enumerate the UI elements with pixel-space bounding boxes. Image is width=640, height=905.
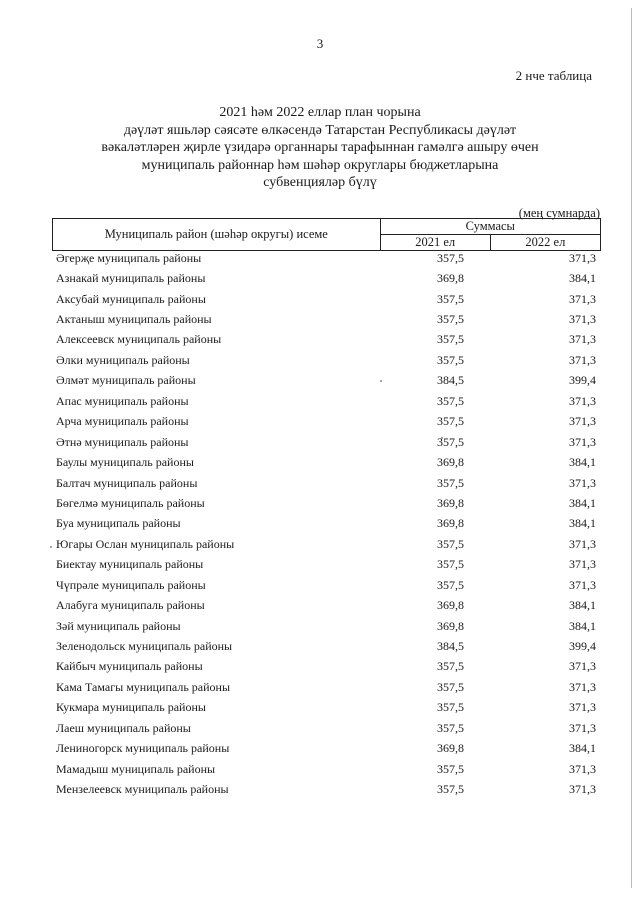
- district-name: Әтнә муниципаль районы: [56, 434, 189, 449]
- district-name: Кукмара муниципаль районы: [56, 700, 206, 715]
- value-2022: 384,1: [569, 618, 596, 633]
- table-row: [56, 779, 596, 799]
- district-name: Алексеевск муниципаль районы: [56, 332, 222, 347]
- value-2022: 371,3: [569, 720, 596, 735]
- value-2022: 384,1: [569, 516, 596, 531]
- table-row: [56, 493, 596, 513]
- table-row: [56, 350, 596, 370]
- value-2021: 357,5: [437, 475, 464, 490]
- district-name: Баулы муниципаль районы: [56, 455, 194, 470]
- column-header-2021: 2021 ел: [380, 235, 490, 251]
- district-name: Әлки муниципаль районы: [56, 352, 190, 367]
- value-2022: 371,3: [569, 332, 596, 347]
- value-2022: 371,3: [569, 557, 596, 572]
- value-2022: 371,3: [569, 393, 596, 408]
- table-header: [52, 218, 601, 251]
- scan-speck: [50, 546, 52, 548]
- value-2021: 357,5: [437, 577, 464, 592]
- value-2022: 371,3: [569, 352, 596, 367]
- district-name: Югары Ослан муниципаль районы: [56, 536, 235, 551]
- scan-edge-line: [631, 8, 632, 888]
- table-row: [56, 677, 596, 697]
- table-row: [56, 534, 596, 554]
- page-number: 3: [316, 36, 324, 51]
- table-row: [56, 452, 596, 472]
- table-row: [56, 391, 596, 411]
- value-2022: 371,3: [569, 700, 596, 715]
- value-2021: 369,8: [437, 271, 464, 286]
- district-name: Бөгелмә муниципаль районы: [56, 495, 205, 510]
- column-header-2022: 2022 ел: [490, 235, 600, 251]
- table-row: [56, 473, 596, 493]
- value-2022: 384,1: [569, 455, 596, 470]
- district-name: Аксубай муниципаль районы: [56, 291, 206, 306]
- value-2021: 384,5: [437, 639, 464, 654]
- title-line: муниципаль районнар һәм шәһәр округлары бюджетларына: [141, 157, 499, 173]
- district-name: Биектау муниципаль районы: [56, 557, 204, 572]
- value-2021: 357,5: [437, 332, 464, 347]
- value-2022: 371,3: [569, 782, 596, 797]
- units-note: (мең сумнарда): [518, 206, 600, 220]
- value-2022: 371,3: [569, 250, 596, 265]
- district-name: Алабуга муниципаль районы: [56, 598, 205, 613]
- value-2022: 384,1: [569, 741, 596, 756]
- value-2022: 371,3: [569, 679, 596, 694]
- district-name: Актаныш муниципаль районы: [56, 312, 212, 327]
- value-2022: 371,3: [569, 291, 596, 306]
- value-2022: 399,4: [569, 373, 596, 388]
- value-2022: 384,1: [569, 598, 596, 613]
- value-2021: 357,5: [437, 700, 464, 715]
- value-2022: 371,3: [569, 475, 596, 490]
- table-row: [56, 718, 596, 738]
- table-body: [56, 248, 596, 800]
- value-2021: 357,5: [437, 312, 464, 327]
- table-row: [56, 636, 596, 656]
- district-name: Арча муниципаль районы: [56, 414, 189, 429]
- district-name: Балтач муниципаль районы: [56, 475, 198, 490]
- document-title: [60, 104, 580, 192]
- value-2021: 369,8: [437, 598, 464, 613]
- value-2022: 371,3: [569, 312, 596, 327]
- value-2021: 369,8: [437, 495, 464, 510]
- value-2021: 357,5: [437, 679, 464, 694]
- title-line: 2021 һәм 2022 еллар план чорына: [219, 105, 421, 120]
- value-2021: 357,5: [437, 434, 464, 449]
- value-2021: 357,5: [437, 536, 464, 551]
- value-2022: 371,3: [569, 577, 596, 592]
- value-2021: 357,5: [437, 782, 464, 797]
- table-row: [56, 371, 596, 391]
- value-2021: 357,5: [437, 352, 464, 367]
- district-name: Зеленодольск муниципаль районы: [56, 639, 233, 654]
- value-2021: 357,5: [437, 291, 464, 306]
- value-2021: 369,8: [437, 618, 464, 633]
- value-2022: 371,3: [569, 659, 596, 674]
- value-2021: 357,5: [437, 414, 464, 429]
- value-2022: 371,3: [569, 434, 596, 449]
- title-line: вәкаләтләрен җирле үзидарә органнары тарафыннан гамәлгә ашыру өчен: [101, 140, 539, 155]
- value-2021: 357,5: [437, 720, 464, 735]
- table-row: [56, 698, 596, 718]
- table-row: [56, 432, 596, 452]
- table-row: [56, 657, 596, 677]
- table-row: [56, 248, 596, 268]
- value-2021: 369,8: [437, 516, 464, 531]
- value-2022: 371,3: [569, 414, 596, 429]
- value-2022: 384,1: [569, 495, 596, 510]
- table-row: [56, 616, 596, 636]
- value-2021: 357,5: [437, 250, 464, 265]
- table-row: [56, 595, 596, 615]
- table-row: [56, 268, 596, 288]
- district-name: Мамадыш муниципаль районы: [56, 761, 216, 776]
- district-name: Чүпрәле муниципаль районы: [56, 577, 206, 592]
- district-name: Кама Тамагы муниципаль районы: [56, 679, 231, 694]
- value-2021: 384,5: [437, 373, 464, 388]
- table-row: [56, 514, 596, 534]
- table-row: [56, 555, 596, 575]
- district-name: Лениногорск муниципаль районы: [56, 741, 230, 756]
- value-2022: 384,1: [569, 271, 596, 286]
- value-2021: 369,8: [437, 455, 464, 470]
- table-row: [56, 330, 596, 350]
- district-name: Зәй муниципаль районы: [56, 618, 181, 633]
- table-row: [56, 759, 596, 779]
- district-name: Лаеш муниципаль районы: [56, 720, 191, 735]
- value-2021: 357,5: [437, 659, 464, 674]
- value-2022: 399,4: [569, 639, 596, 654]
- district-name: Азнакай муниципаль районы: [56, 271, 206, 286]
- table-row: [56, 575, 596, 595]
- district-name: Буа муниципаль районы: [56, 516, 181, 531]
- value-2021: 357,5: [437, 557, 464, 572]
- value-2021: 369,8: [437, 741, 464, 756]
- table-row: [56, 289, 596, 309]
- value-2022: 371,3: [569, 536, 596, 551]
- table-row: [56, 739, 596, 759]
- value-2022: 371,3: [569, 761, 596, 776]
- table-reference: 2 нче таблица: [515, 68, 592, 83]
- district-name: Әгерҗе муниципаль районы: [56, 250, 202, 265]
- value-2021: 357,5: [437, 393, 464, 408]
- column-header-name: Муниципаль район (шәһәр округы) исеме: [53, 219, 381, 251]
- title-line: дәүләт яшьләр сәясәте өлкәсендә Татарстан Республикасы дәүләт: [123, 122, 517, 138]
- title-line: субвенцияләр бүлү: [263, 175, 377, 190]
- district-name: Мензелеевск муниципаль районы: [56, 782, 229, 797]
- table-row: [56, 412, 596, 432]
- district-name: Кайбыч муниципаль районы: [56, 659, 203, 674]
- district-name: Әлмәт муниципаль районы: [56, 373, 196, 388]
- column-header-sum: Суммасы: [380, 219, 600, 235]
- district-name: Апас муниципаль районы: [56, 393, 189, 408]
- table-row: [56, 309, 596, 329]
- value-2021: 357,5: [437, 761, 464, 776]
